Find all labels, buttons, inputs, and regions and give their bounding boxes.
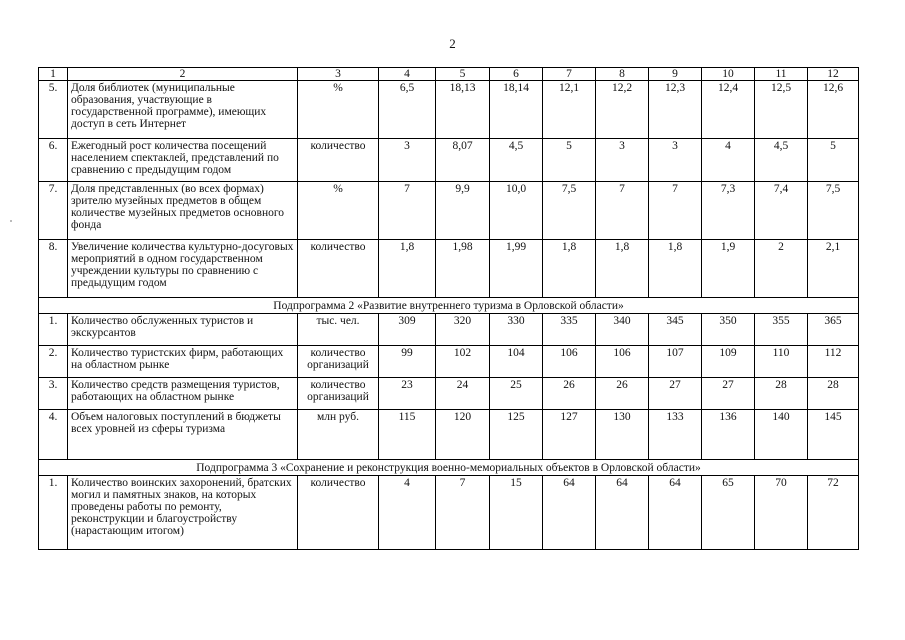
header-cell: 6 bbox=[490, 68, 543, 81]
value-cell: 3 bbox=[596, 139, 649, 182]
value-cell: 18,13 bbox=[436, 81, 490, 139]
value-cell: 18,14 bbox=[490, 81, 543, 139]
value-cell: 1,8 bbox=[596, 240, 649, 298]
value-cell: 70 bbox=[755, 476, 808, 550]
unit-cell: % bbox=[298, 182, 379, 240]
value-cell: 8,07 bbox=[436, 139, 490, 182]
value-cell: 1,8 bbox=[649, 240, 702, 298]
value-cell: 10,0 bbox=[490, 182, 543, 240]
table-row bbox=[39, 139, 859, 182]
value-cell: 115 bbox=[379, 410, 436, 460]
subprogram-row bbox=[39, 460, 859, 476]
value-cell: 65 bbox=[702, 476, 755, 550]
table-row bbox=[39, 476, 859, 550]
value-cell: 7,5 bbox=[808, 182, 859, 240]
value-cell: 4,5 bbox=[490, 139, 543, 182]
header-cell: 4 bbox=[379, 68, 436, 81]
header-cell: 7 bbox=[543, 68, 596, 81]
indicator-name: Количество обслуженных туристов и экскурсантов bbox=[68, 314, 298, 346]
header-cell: 12 bbox=[808, 68, 859, 81]
value-cell: 127 bbox=[543, 410, 596, 460]
value-cell: 1,98 bbox=[436, 240, 490, 298]
unit-cell: количество организаций bbox=[298, 378, 379, 410]
value-cell: 99 bbox=[379, 346, 436, 378]
value-cell: 136 bbox=[702, 410, 755, 460]
value-cell: 320 bbox=[436, 314, 490, 346]
value-cell: 106 bbox=[596, 346, 649, 378]
value-cell: 26 bbox=[543, 378, 596, 410]
value-cell: 64 bbox=[596, 476, 649, 550]
page-number: 2 bbox=[449, 36, 456, 51]
header-row bbox=[39, 68, 859, 81]
header-cell: 10 bbox=[702, 68, 755, 81]
subprogram-title: Подпрограмма 3 «Сохранение и реконструкция военно-мемориальных объектов в Орловской области» bbox=[39, 460, 859, 476]
header-cell: 9 bbox=[649, 68, 702, 81]
table-row bbox=[39, 346, 859, 378]
value-cell: 7,4 bbox=[755, 182, 808, 240]
value-cell: 330 bbox=[490, 314, 543, 346]
table-row bbox=[39, 240, 859, 298]
value-cell: 133 bbox=[649, 410, 702, 460]
header-cell: 1 bbox=[39, 68, 68, 81]
table-body bbox=[39, 68, 859, 550]
value-cell: 7 bbox=[596, 182, 649, 240]
scan-artifact bbox=[10, 220, 12, 222]
table-row bbox=[39, 314, 859, 346]
value-cell: 7,3 bbox=[702, 182, 755, 240]
value-cell: 27 bbox=[649, 378, 702, 410]
value-cell: 7 bbox=[649, 182, 702, 240]
table-row bbox=[39, 410, 859, 460]
unit-cell: количество организаций bbox=[298, 346, 379, 378]
value-cell: 12,2 bbox=[596, 81, 649, 139]
subprogram-row bbox=[39, 298, 859, 314]
header-cell: 8 bbox=[596, 68, 649, 81]
indicator-name: Объем налоговых поступлений в бюджеты всех уровней из сферы туризма bbox=[68, 410, 298, 460]
table-row bbox=[39, 182, 859, 240]
indicator-name: Доля представленных (во всех формах) зрителю музейных предметов в общем количестве музейных предметов основного фонда bbox=[68, 182, 298, 240]
value-cell: 1,9 bbox=[702, 240, 755, 298]
value-cell: 145 bbox=[808, 410, 859, 460]
indicator-name: Количество туристских фирм, работающих на областном рынке bbox=[68, 346, 298, 378]
value-cell: 4 bbox=[702, 139, 755, 182]
indicator-name: Ежегодный рост количества посещений населением спектаклей, представлений по сравнению с предыдущим годом bbox=[68, 139, 298, 182]
value-cell: 109 bbox=[702, 346, 755, 378]
indicator-name: Количество воинских захоронений, братских могил и памятных знаков, на которых проведены работы по ремонту, реконструкции и благоустройству (нарастающим итогом) bbox=[68, 476, 298, 550]
row-number: 1. bbox=[39, 476, 68, 550]
value-cell: 340 bbox=[596, 314, 649, 346]
value-cell: 120 bbox=[436, 410, 490, 460]
row-number: 2. bbox=[39, 346, 68, 378]
value-cell: 28 bbox=[808, 378, 859, 410]
value-cell: 7,5 bbox=[543, 182, 596, 240]
value-cell: 23 bbox=[379, 378, 436, 410]
value-cell: 6,5 bbox=[379, 81, 436, 139]
value-cell: 335 bbox=[543, 314, 596, 346]
value-cell: 5 bbox=[543, 139, 596, 182]
header-cell: 5 bbox=[436, 68, 490, 81]
value-cell: 104 bbox=[490, 346, 543, 378]
value-cell: 2,1 bbox=[808, 240, 859, 298]
indicator-name: Увеличение количества культурно-досуговых мероприятий в одном государственном учреждении культуры по сравнению с предыдущим годом bbox=[68, 240, 298, 298]
value-cell: 350 bbox=[702, 314, 755, 346]
value-cell: 1,99 bbox=[490, 240, 543, 298]
value-cell: 5 bbox=[808, 139, 859, 182]
value-cell: 7 bbox=[379, 182, 436, 240]
value-cell: 2 bbox=[755, 240, 808, 298]
header-cell: 3 bbox=[298, 68, 379, 81]
value-cell: 12,6 bbox=[808, 81, 859, 139]
value-cell: 12,1 bbox=[543, 81, 596, 139]
value-cell: 64 bbox=[543, 476, 596, 550]
indicator-name: Количество средств размещения туристов, работающих на областном рынке bbox=[68, 378, 298, 410]
value-cell: 345 bbox=[649, 314, 702, 346]
value-cell: 15 bbox=[490, 476, 543, 550]
unit-cell: % bbox=[298, 81, 379, 139]
value-cell: 130 bbox=[596, 410, 649, 460]
row-number: 7. bbox=[39, 182, 68, 240]
unit-cell: количество bbox=[298, 240, 379, 298]
header-cell: 11 bbox=[755, 68, 808, 81]
unit-cell: млн руб. bbox=[298, 410, 379, 460]
row-number: 6. bbox=[39, 139, 68, 182]
value-cell: 110 bbox=[755, 346, 808, 378]
row-number: 4. bbox=[39, 410, 68, 460]
value-cell: 28 bbox=[755, 378, 808, 410]
value-cell: 3 bbox=[649, 139, 702, 182]
value-cell: 7 bbox=[436, 476, 490, 550]
row-number: 8. bbox=[39, 240, 68, 298]
value-cell: 26 bbox=[596, 378, 649, 410]
value-cell: 4,5 bbox=[755, 139, 808, 182]
row-number: 1. bbox=[39, 314, 68, 346]
value-cell: 27 bbox=[702, 378, 755, 410]
unit-cell: количество bbox=[298, 476, 379, 550]
value-cell: 24 bbox=[436, 378, 490, 410]
row-number: 3. bbox=[39, 378, 68, 410]
indicator-name: Доля библиотек (муниципальные образования, участвующие в государственной программе), имеющих доступ в сеть Интернет bbox=[68, 81, 298, 139]
value-cell: 72 bbox=[808, 476, 859, 550]
value-cell: 107 bbox=[649, 346, 702, 378]
value-cell: 12,3 bbox=[649, 81, 702, 139]
subprogram-title: Подпрограмма 2 «Развитие внутреннего туризма в Орловской области» bbox=[39, 298, 859, 314]
value-cell: 12,5 bbox=[755, 81, 808, 139]
value-cell: 12,4 bbox=[702, 81, 755, 139]
header-cell: 2 bbox=[68, 68, 298, 81]
value-cell: 112 bbox=[808, 346, 859, 378]
value-cell: 64 bbox=[649, 476, 702, 550]
value-cell: 1,8 bbox=[543, 240, 596, 298]
value-cell: 309 bbox=[379, 314, 436, 346]
row-number: 5. bbox=[39, 81, 68, 139]
value-cell: 125 bbox=[490, 410, 543, 460]
unit-cell: тыс. чел. bbox=[298, 314, 379, 346]
indicators-table bbox=[38, 67, 859, 550]
value-cell: 25 bbox=[490, 378, 543, 410]
value-cell: 106 bbox=[543, 346, 596, 378]
unit-cell: количество bbox=[298, 139, 379, 182]
table-row bbox=[39, 81, 859, 139]
value-cell: 1,8 bbox=[379, 240, 436, 298]
value-cell: 102 bbox=[436, 346, 490, 378]
value-cell: 355 bbox=[755, 314, 808, 346]
value-cell: 365 bbox=[808, 314, 859, 346]
value-cell: 4 bbox=[379, 476, 436, 550]
value-cell: 9,9 bbox=[436, 182, 490, 240]
table-row bbox=[39, 378, 859, 410]
value-cell: 140 bbox=[755, 410, 808, 460]
value-cell: 3 bbox=[379, 139, 436, 182]
